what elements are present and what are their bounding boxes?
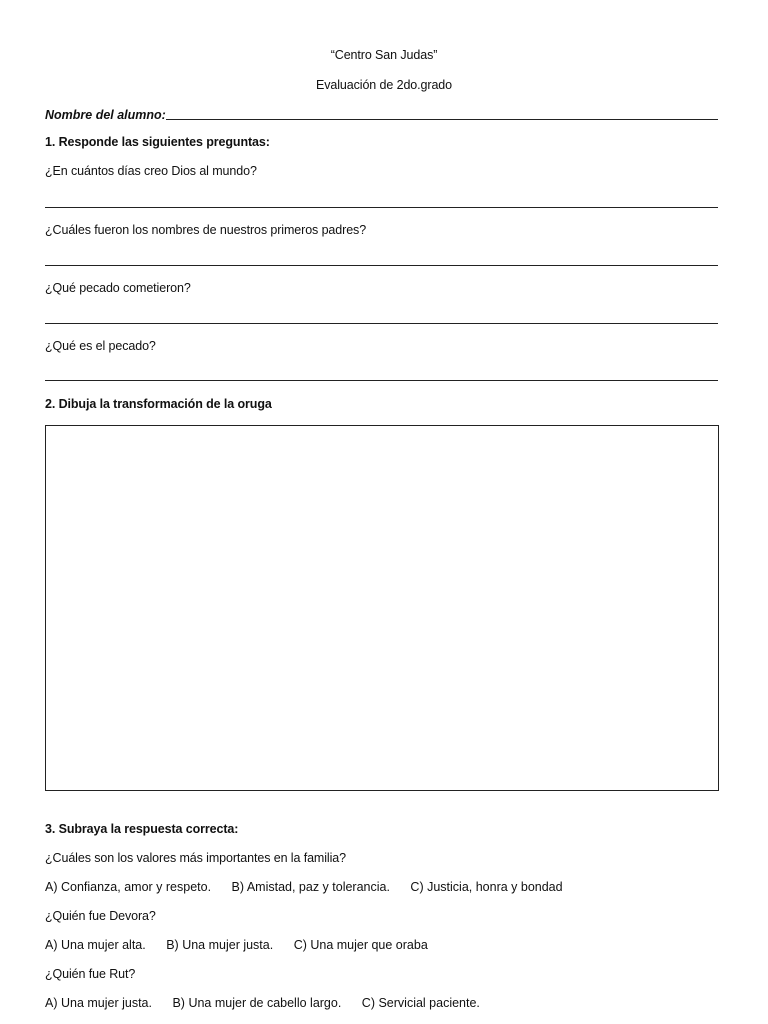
exam-title: Evaluación de 2do.grado [316, 78, 452, 92]
section3-title: 3. Subraya la respuesta correcta: [45, 822, 239, 836]
answer-line-1[interactable] [45, 207, 718, 208]
drawing-box[interactable] [45, 425, 719, 791]
mc-option[interactable]: B) Una mujer de cabello largo. [172, 996, 342, 1010]
question-1: ¿En cuántos días creo Dios al mundo? [45, 164, 257, 178]
answer-line-4[interactable] [45, 380, 718, 381]
mc-question-1: ¿Cuáles son los valores más importantes en la familia? [45, 851, 346, 865]
student-name-blank[interactable] [166, 118, 718, 120]
mc-question-3: ¿Quién fue Rut? [45, 967, 136, 981]
school-name: “Centro San Judas” [330, 48, 438, 62]
answer-line-3[interactable] [45, 323, 718, 324]
question-4: ¿Qué es el pecado? [45, 339, 156, 353]
mc-options-2 [45, 937, 428, 953]
question-2: ¿Cuáles fueron los nombres de nuestros primeros padres? [45, 223, 367, 237]
answer-line-2[interactable] [45, 265, 718, 266]
mc-option[interactable]: C) Servicial paciente. [361, 996, 480, 1010]
mc-option[interactable]: A) Confianza, amor y respeto. [45, 880, 212, 894]
mc-option[interactable]: A) Una mujer justa. [45, 996, 152, 1010]
section1-title: 1. Responde las siguientes preguntas: [45, 135, 270, 149]
question-3: ¿Qué pecado cometieron? [45, 281, 191, 295]
mc-option[interactable]: B) Amistad, paz y tolerancia. [231, 880, 390, 894]
mc-option[interactable]: C) Justicia, honra y bondad [410, 880, 563, 894]
mc-options-1 [45, 879, 563, 895]
section2-title: 2. Dibuja la transformación de la oruga [45, 397, 272, 411]
mc-option[interactable]: B) Una mujer justa. [166, 938, 274, 952]
student-name-row [45, 106, 718, 122]
student-name-label: Nombre del alumno: [45, 108, 166, 122]
mc-option[interactable]: C) Una mujer que oraba [293, 938, 428, 952]
mc-options-3 [45, 995, 480, 1011]
mc-option[interactable]: A) Una mujer alta. [45, 938, 146, 952]
mc-question-2: ¿Quién fue Devora? [45, 909, 156, 923]
